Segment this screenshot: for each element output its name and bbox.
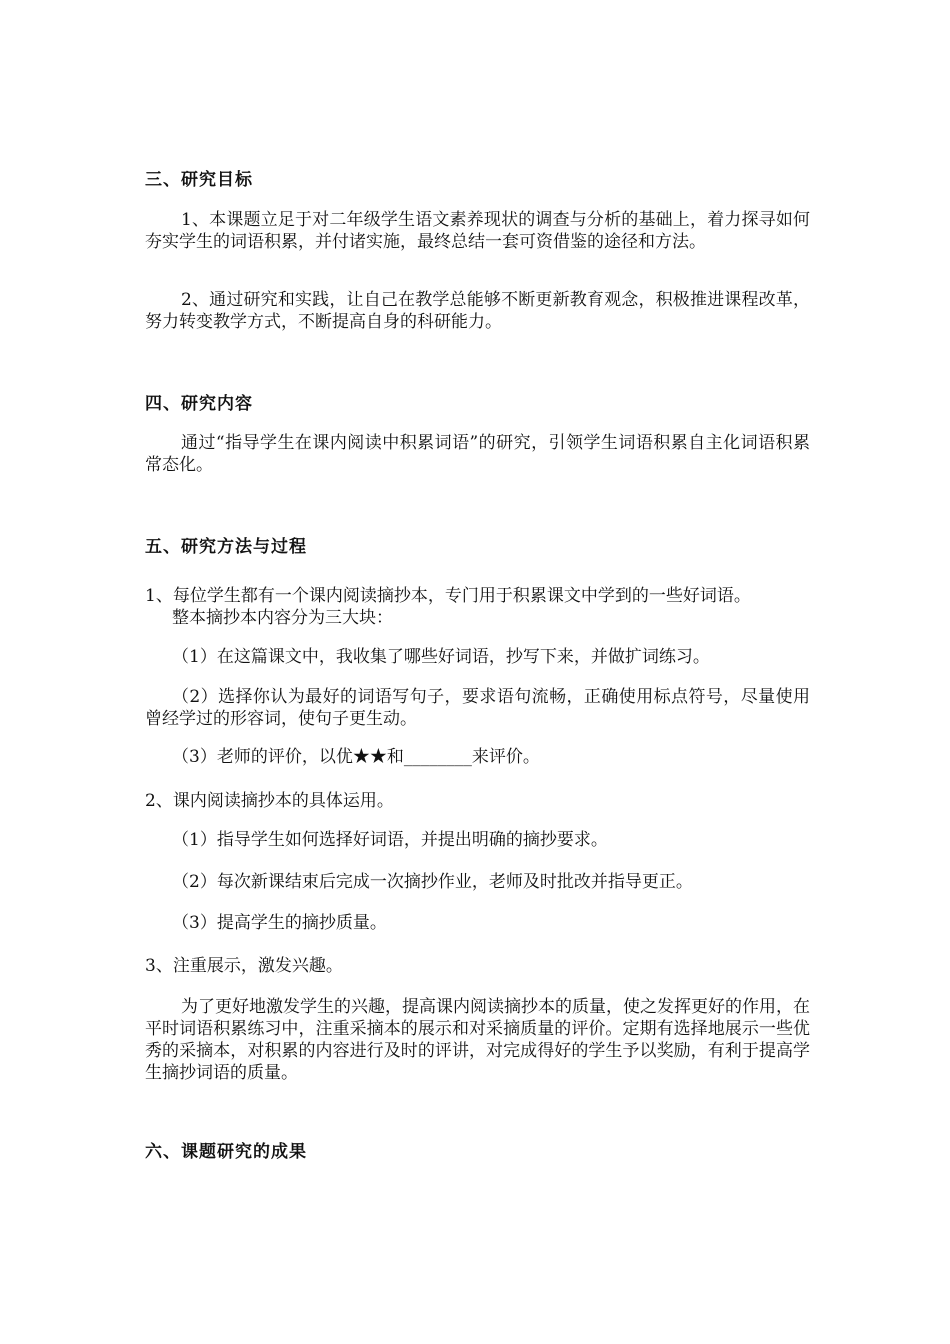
section-5-heading: 五、研究方法与过程 [145, 537, 307, 557]
section-5-item-1-continued: 整本摘抄本内容分为三大块： [172, 608, 393, 628]
section-3-paragraph-2: 2、通过研究和实践，让自己在教学总能够不断更新教育观念，积极推进课程改革，努力转变教学方式，不断提高自身的科研能力。 [145, 290, 810, 332]
section-5-sub-item-1: （1）在这篇课文中，我收集了哪些好词语，抄写下来，并做扩词练习。 [172, 647, 710, 667]
section-5-item-2-sub-2: （2）每次新课结束后完成一次摘抄作业，老师及时批改并指导更正。 [172, 872, 693, 892]
section-3-paragraph-1: 1、本课题立足于对二年级学生语文素养现状的调查与分析的基础上，着力探寻如何夯实学生的词语积累，并付诸实施，最终总结一套可资借鉴的途径和方法。 [145, 210, 810, 252]
section-5-sub-item-3: （3）老师的评价，以优★★和________来评价。 [172, 747, 540, 767]
section-5-item-3: 3、注重展示，激发兴趣。 [145, 956, 343, 976]
section-4-paragraph-1: 通过“指导学生在课内阅读中积累词语”的研究，引领学生词语积累自主化词语积累常态化。 [145, 433, 810, 475]
section-5-item-1: 1、每位学生都有一个课内阅读摘抄本，专门用于积累课文中学到的一些好词语。 [145, 586, 751, 606]
section-6-heading: 六、课题研究的成果 [145, 1142, 307, 1162]
section-3-heading: 三、研究目标 [145, 170, 253, 190]
section-5-item-2-sub-1: （1）指导学生如何选择好词语，并提出明确的摘抄要求。 [172, 830, 608, 850]
section-5-item-2: 2、课内阅读摘抄本的具体运用。 [145, 791, 394, 811]
section-5-sub-item-2: （2）选择你认为最好的词语写句子，要求语句流畅，正确使用标点符号，尽量使用曾经学过的形容词，使句子更生动。 [145, 687, 810, 729]
section-5-item-3-paragraph: 为了更好地激发学生的兴趣，提高课内阅读摘抄本的质量，使之发挥更好的作用，在平时词语积累练习中，注重采摘本的展示和对采摘质量的评价。定期有选择地展示一些优秀的采摘本，对积累的内容进行及时的评讲，对完成得好的学生予以奖励，有利于提高学生摘抄词语的质量。 [145, 997, 810, 1083]
section-4-heading: 四、研究内容 [145, 394, 253, 414]
section-5-item-2-sub-3: （3）提高学生的摘抄质量。 [172, 913, 387, 933]
